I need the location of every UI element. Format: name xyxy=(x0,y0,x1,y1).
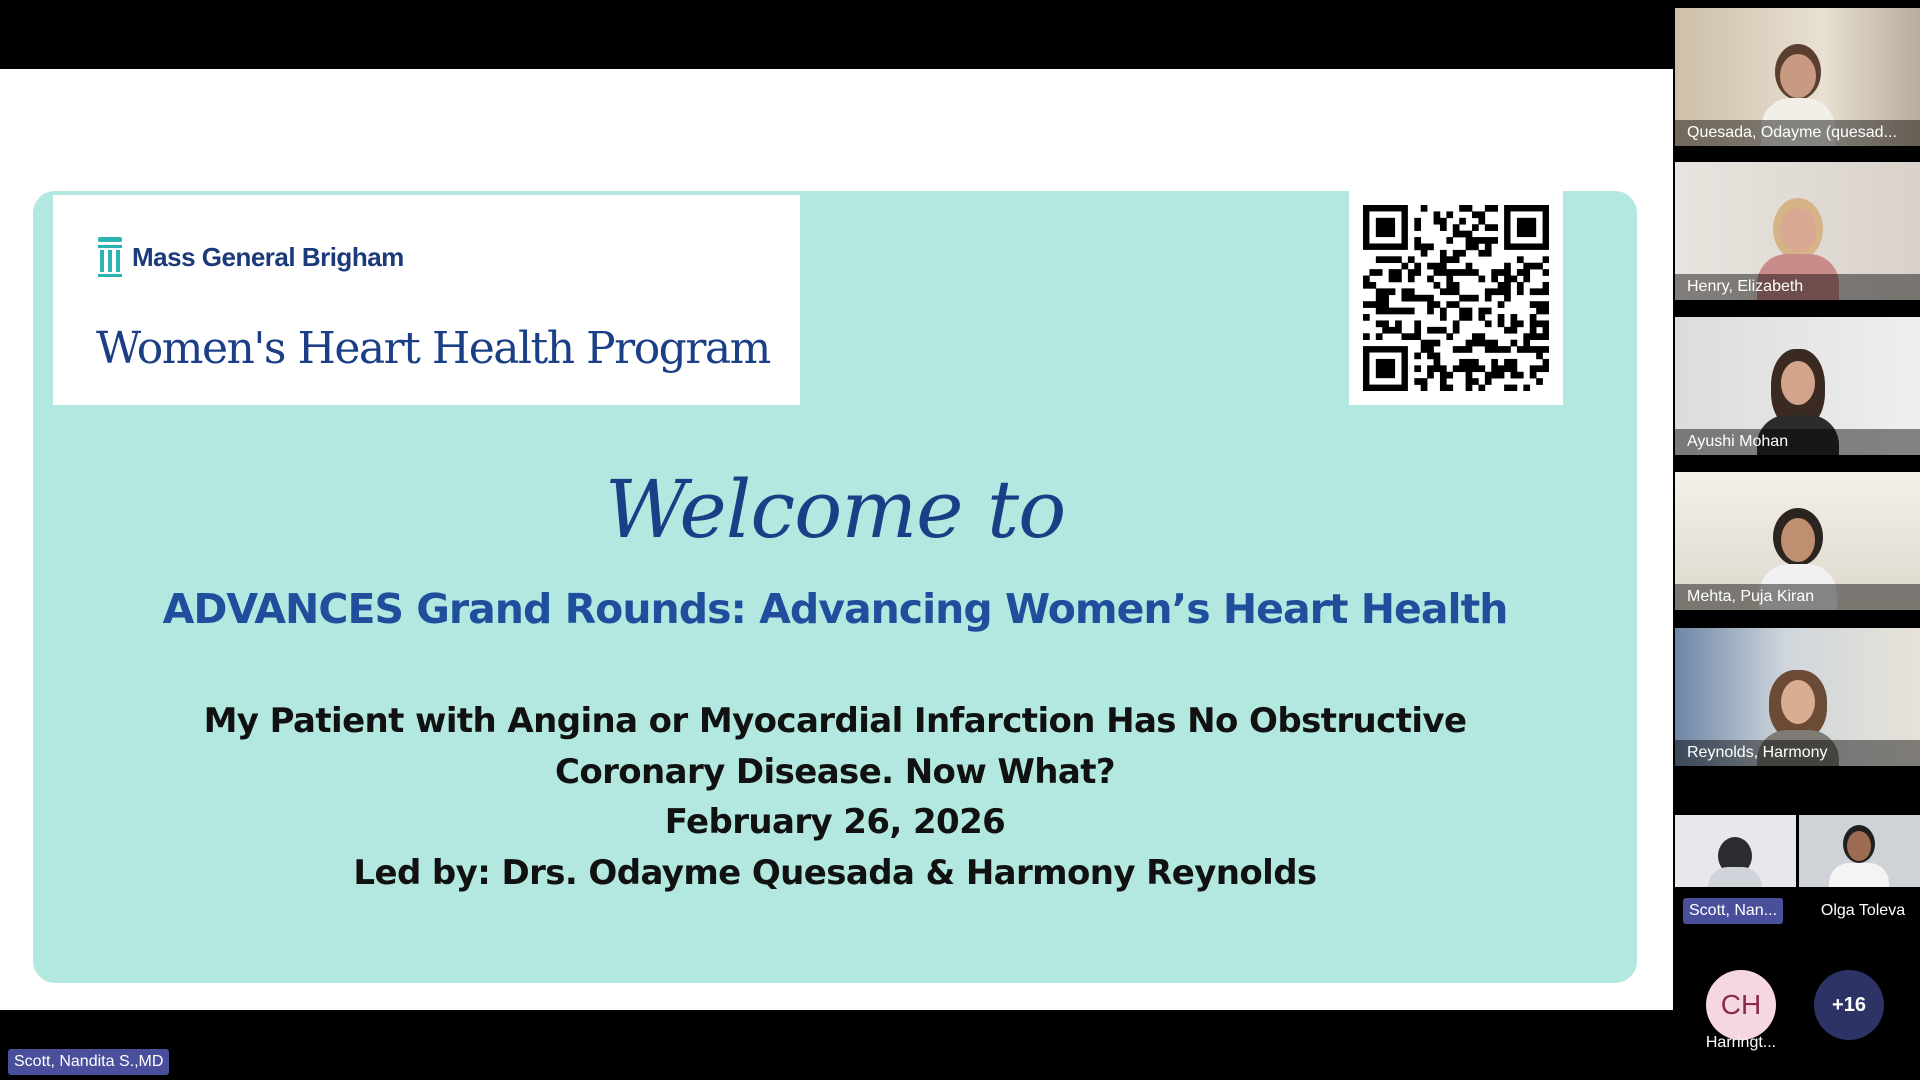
participant-tile[interactable] xyxy=(1675,472,1920,610)
participant-name: Ayushi Mohan xyxy=(1675,429,1920,455)
more-participants-button[interactable] xyxy=(1814,970,1884,1040)
hospital-columns-icon xyxy=(96,235,124,279)
participant-name: Reynolds, Harmony xyxy=(1675,740,1920,766)
participant-name: Olga Toleva xyxy=(1820,902,1906,919)
qr-code xyxy=(1349,191,1563,405)
welcome-heading: Welcome to xyxy=(604,463,1066,556)
presentation-slide xyxy=(33,191,1637,983)
event-title: ADVANCES Grand Rounds: Advancing Women’s Heart Health xyxy=(162,585,1508,633)
led-by: Led by: Drs. Odayme Quesada & Harmony Reynolds xyxy=(353,853,1317,893)
shared-screen xyxy=(0,69,1673,1010)
brand-header xyxy=(53,195,800,405)
logo xyxy=(96,235,404,279)
participant-panel xyxy=(1673,0,1920,1080)
avatar-initials: CH xyxy=(1720,989,1762,1020)
participant-tile[interactable] xyxy=(1675,628,1920,766)
talk-title-line-2: Coronary Disease. Now What? xyxy=(554,752,1115,792)
presenter-name-label: Scott, Nandita S.,MD xyxy=(8,1049,169,1075)
participant-name: Quesada, Odayme (quesad... xyxy=(1675,120,1920,146)
logo-text: Mass General Brigham xyxy=(132,241,404,272)
event-date: February 26, 2026 xyxy=(664,802,1006,842)
participant-tile[interactable] xyxy=(1675,8,1920,146)
program-title: Women's Heart Health Program xyxy=(96,323,770,374)
talk-title-line-1: My Patient with Angina or Myocardial Infarction Has No Obstructive xyxy=(203,701,1467,741)
participant-tile-small[interactable] xyxy=(1799,815,1920,887)
participant-tile-small[interactable] xyxy=(1675,815,1796,887)
participant-tile[interactable] xyxy=(1675,162,1920,300)
participant-name: Henry, Elizabeth xyxy=(1675,274,1920,300)
participant-name: Harringt... xyxy=(1705,1034,1777,1051)
participant-name: Scott, Nan... xyxy=(1683,898,1783,924)
participant-name: Mehta, Puja Kiran xyxy=(1675,584,1920,610)
more-count: +16 xyxy=(1832,993,1866,1016)
participant-tile[interactable] xyxy=(1675,317,1920,455)
